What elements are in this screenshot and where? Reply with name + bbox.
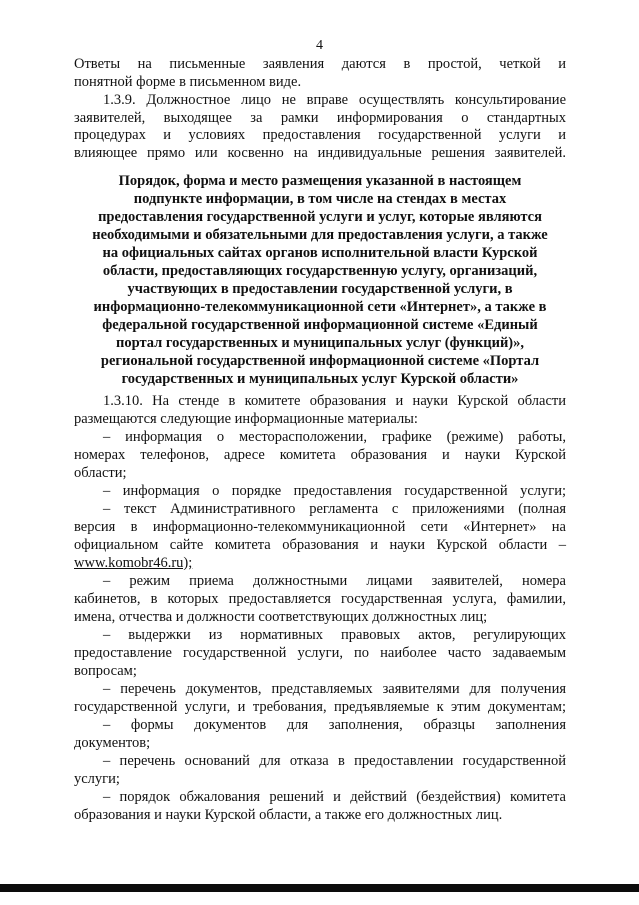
list-item-line: вопросам; (74, 663, 137, 679)
section-heading-line: портал государственных и муниципальных услуг (функций)», (115, 335, 525, 351)
website-link-text[interactable]: www.komobr46.ru); (74, 555, 193, 571)
list-item-line: – выдержки из нормативных правовых актов, регулирующих (103, 627, 566, 643)
list-item-line: услуги; (74, 771, 120, 787)
list-item-line: номерах телефонов, адресе комитета образования и науки Курской (74, 447, 566, 463)
paragraph-line: размещаются следующие информационные материалы: (74, 411, 418, 427)
list-item-line: официальном сайте комитета образования и науки Курской области – (74, 537, 566, 553)
paragraph-line: заявителей, выходящее за рамки информирования о стандартных (74, 110, 566, 126)
list-item-line: – информация о месторасположении, графике (режиме) работы, (103, 429, 566, 445)
list-item-line: – режим приема должностными лицами заявителей, номера (103, 573, 566, 589)
section-heading-line: федеральной государственной информационной системе «Единый (102, 317, 538, 333)
paragraph-line: Ответы на письменные заявления даются в простой, четкой и (74, 56, 566, 72)
list-item-line: документов; (74, 735, 151, 751)
list-item-line: – перечень оснований для отказа в предоставлении государственной (103, 753, 566, 769)
section-heading-line: необходимыми и обязательными для предоставления услуги, а также (92, 227, 548, 243)
section-heading-line: информационно-телекоммуникационной сети «Интернет», а также в (93, 299, 547, 315)
website-link[interactable] (74, 554, 192, 572)
section-heading-line: предоставления государственной услуги и услуг, которые являются (98, 209, 542, 225)
section-heading-line: участвующих в предоставлении государственной услуги, в (127, 281, 513, 297)
list-item-line: – перечень документов, представляемых заявителями для получения (103, 681, 566, 697)
list-item-line: образования и науки Курской области, а также его должностных лиц. (74, 807, 503, 823)
list-item-line: области; (74, 465, 127, 481)
section-heading-line: Порядок, форма и место размещения указанной в настоящем (118, 173, 522, 189)
section-heading-line: региональной государственной информационной системе «Портал (100, 353, 540, 369)
list-item-line: – порядок обжалования решений и действий (бездействия) комитета (103, 789, 566, 805)
list-item-line: государственной услуги, и требования, предъявляемые к этим документам; (74, 699, 566, 715)
list-item-line: предоставление государственной услуги, по наиболее часто задаваемым (74, 645, 566, 661)
section-heading-line: подпункте информации, в том числе на стендах в местах (133, 191, 507, 207)
list-item-line: кабинетов, в которых предоставляется государственная услуга, фамилии, (74, 591, 566, 607)
list-item-line: – текст Административного регламента с приложениями (полная (103, 501, 566, 517)
section-heading-line: области, предоставляющих государственную услугу, организаций, (102, 263, 538, 279)
paragraph-line: 1.3.9. Должностное лицо не вправе осуществлять консультирование (103, 92, 566, 108)
paragraph-line: процедурах и условиях предоставления государственной услуги и (74, 127, 566, 143)
section-heading-line: на официальных сайтах органов исполнительной власти Курской (102, 245, 538, 261)
list-item-line: имена, отчества и должности соответствующих должностных лиц; (74, 609, 488, 625)
section-heading-line: государственных и муниципальных услуг Курской области» (121, 371, 519, 387)
paragraph-line: 1.3.10. На стенде в комитете образования и науки Курской области (103, 393, 566, 409)
paragraph-line: понятной форме в письменном виде. (74, 74, 302, 90)
paragraph-line: влияющее прямо или косвенно на индивидуальные решения заявителей. (74, 145, 566, 161)
list-item-line: – информация о порядке предоставления государственной услуги; (103, 483, 566, 499)
list-item-line: – формы документов для заполнения, образцы заполнения (103, 717, 566, 733)
scan-edge-bar (0, 884, 639, 892)
page-number: 4 (316, 38, 323, 53)
list-item-line: версия в информационно-телекоммуникационной сети «Интернет» на (74, 519, 566, 535)
